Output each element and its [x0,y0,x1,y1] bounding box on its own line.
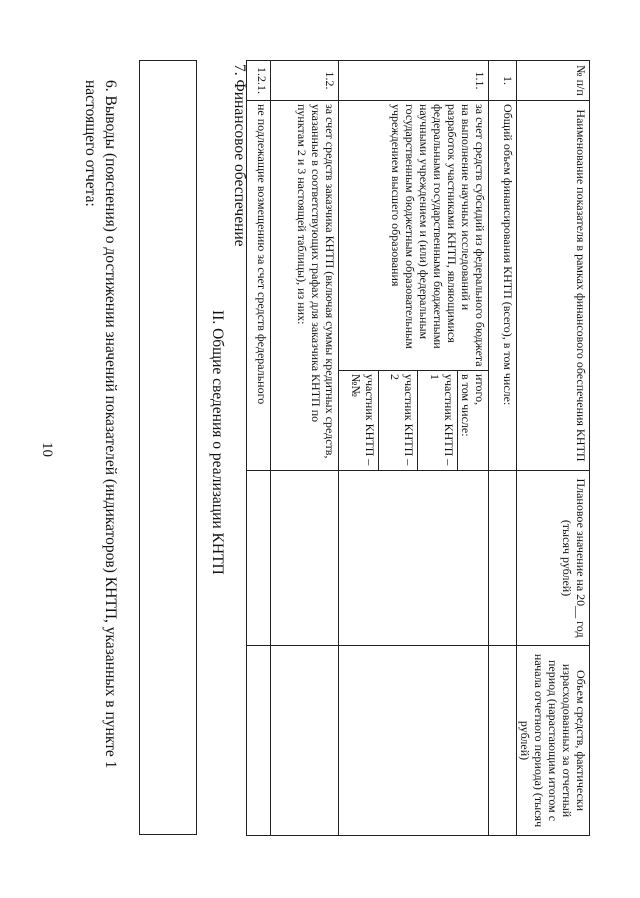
row-num: 1.2.1. [247,61,271,101]
actual-value-cell [339,646,489,836]
row-name: Общий объем финансирования КНТП (всего), в том числе: [489,101,517,471]
row-name: не подлежащие возмещению за счет средств федерального [247,101,271,471]
section-ii-title: II. Общие сведения о реализации КНТП [209,310,226,575]
actual-value-cell [271,646,339,836]
actual-value-cell [247,646,271,836]
sub-incl-label: в том числе: [459,374,473,437]
row-name: за счет средств заказчика КНТП (включая суммы кредитных средств, указанные в соответствующих графах для заказчика КНТП по пунктам 2 и 3 настоящей таблицы), из них: [271,101,339,471]
participant-n: участник КНТП – №№ [348,374,377,466]
plan-value-cell [247,471,271,646]
table-row [489,61,517,836]
actual-value-cell [489,646,517,836]
table-row [271,61,339,836]
plan-value-cell [271,471,339,646]
table-row [339,61,489,836]
header-plan: Плановое значение на 20__ год (тысяч рублей) [517,471,590,646]
participant-2: участник КНТП – 2 [378,371,418,470]
header-num: № п/п [517,61,590,101]
table-row [247,61,271,836]
row-num: 1.1. [339,61,489,101]
plan-value-cell [339,471,489,646]
financing-table [246,60,590,836]
plan-value-cell [489,471,517,646]
participant-1: участник КНТП – 1 [417,371,457,470]
sub-total-label: итого, [473,374,487,406]
answer-box [139,60,197,835]
row-num: 1. [489,61,517,101]
page-number: 10 [39,442,55,457]
section-6-heading: 6. Выводы (пояснения) о достижении значений показателей (индикаторов) КНТП, указанных в пункте 1 настоящего отчета: [82,80,119,769]
header-actual: Объем средств, фактически израсходованных за отчетный период (нарастающим итогом с начала отчетного периода) (тысяч рублей) [517,646,590,836]
section-7-heading: 7. Финансовое обеспечение [231,64,248,247]
row-name: за счет средств субсидий из федерального бюджета на выполнение научных исследований и разработок участниками КНТП, являющимися федеральными государственными бюджетными научными учреждением и (или) федеральным государственным бюджетным образовательным учреждением высшего образования [339,101,489,371]
participants-subcell [339,371,489,471]
row-num: 1.2. [271,61,339,101]
table-header-row [517,61,590,836]
header-name: Наименование показателя в рамках финансового обеспечения КНТП [517,101,590,471]
